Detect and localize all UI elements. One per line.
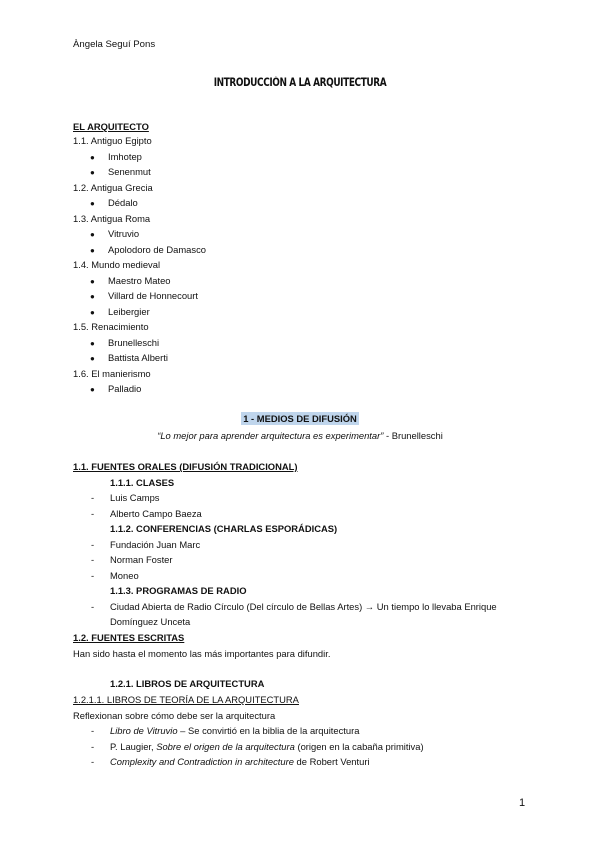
toc-item-label: Senenmut bbox=[108, 166, 151, 177]
toc-item-label: Leibergier bbox=[108, 305, 150, 317]
heading-fuentes-orales: 1.1. FUENTES ORALES (DIFUSIÓN TRADICIONAL) bbox=[73, 461, 298, 472]
list-item-clase-2: - Alberto Campo Baeza bbox=[91, 508, 202, 519]
heading-clases: 1.1.1. CLASES bbox=[110, 477, 175, 488]
toc-heading: EL ARQUITECTO bbox=[73, 121, 149, 132]
toc-item-label: 1.5. Renacimiento bbox=[73, 321, 149, 332]
bullet-icon: ● bbox=[90, 152, 95, 162]
heading-conferencias: 1.1.2. CONFERENCIAS (CHARLAS ESPORÁDICAS) bbox=[110, 523, 338, 534]
list-item-libro-3: - Complexity and Contradiction in architecture de Robert Venturi bbox=[91, 756, 370, 767]
toc-subitem bbox=[73, 273, 206, 289]
toc-subitem bbox=[73, 335, 206, 351]
bullet-icon: ● bbox=[90, 199, 95, 208]
toc-item-label: Battista Alberti bbox=[108, 352, 168, 363]
toc-subitem bbox=[73, 350, 206, 366]
heading-programas-radio: 1.1.3. PROGRAMAS DE RADIO bbox=[110, 585, 247, 596]
toc-subitem bbox=[73, 149, 206, 165]
quote-author: - Brunelleschi bbox=[383, 430, 443, 441]
toc-item-label: Maestro Mateo bbox=[108, 274, 171, 286]
heading-libros-teoria: 1.2.1.1. LIBROS DE TEORÍA DE LA ARQUITECTURA bbox=[73, 694, 299, 705]
paragraph-libros-teoria: Reflexionan sobre cómo debe ser la arquitectura bbox=[73, 710, 276, 721]
toc-item bbox=[73, 257, 206, 273]
bullet-icon: ● bbox=[90, 354, 95, 363]
section-quote bbox=[0, 431, 600, 440]
toc-item-label: 1.1. Antiguo Egipto bbox=[73, 135, 152, 146]
toc-item-label: Imhotep bbox=[108, 150, 142, 162]
toc-subitem bbox=[73, 242, 206, 258]
toc-item-label: Palladio bbox=[108, 383, 142, 394]
paragraph-fuentes-escritas: Han sido hasta el momento las más importantes para difundir. bbox=[73, 648, 331, 659]
bullet-icon: ● bbox=[90, 276, 95, 286]
toc-item-label: 1.4. Mundo medieval bbox=[73, 259, 161, 270]
toc-item-label: Apolodoro de Damasco bbox=[108, 243, 206, 255]
list-item-conferencia-3: - Moneo bbox=[91, 570, 139, 581]
toc-item-label: Villard de Honnecourt bbox=[108, 290, 198, 301]
toc-subitem bbox=[73, 164, 206, 180]
toc-item-label: 1.3. Antigua Roma bbox=[73, 212, 151, 224]
bullet-icon: ● bbox=[90, 168, 95, 177]
list-item-conferencia-1: - Fundación Juan Marc bbox=[91, 539, 201, 550]
bullet-icon: ● bbox=[90, 307, 95, 317]
list-item-radio: - Ciudad Abierta de Radio Círculo (Del círculo de Bellas Artes) → Un tiempo lo llevaba Enrique bbox=[91, 601, 497, 612]
section-title-text: 1 - MEDIOS DE DIFUSIÓN bbox=[243, 413, 357, 424]
heading-fuentes-escritas: 1.2. FUENTES ESCRITAS bbox=[73, 632, 185, 643]
bullet-icon: ● bbox=[90, 338, 95, 348]
list-item-conferencia-2: - Norman Foster bbox=[91, 554, 173, 565]
page-number: 1 bbox=[519, 797, 526, 809]
toc-list bbox=[73, 133, 206, 397]
toc-item bbox=[73, 211, 206, 227]
bullet-icon: ● bbox=[90, 245, 95, 255]
list-item-libro-2: - P. Laugier, Sobre el origen de la arquitectura (origen en la cabaña primitiva) bbox=[91, 741, 424, 752]
heading-libros-arquitectura: 1.2.1. LIBROS DE ARQUITECTURA bbox=[110, 678, 265, 689]
author-name: Àngela Seguí Pons bbox=[73, 39, 156, 50]
toc-item-label: Dédalo bbox=[108, 197, 138, 208]
toc-subitem bbox=[73, 381, 206, 397]
toc-item bbox=[73, 180, 206, 196]
section-title bbox=[0, 414, 600, 423]
list-item-libro-1: - Libro de Vitruvio – Se convirtió en la biblia de la arquitectura bbox=[91, 725, 360, 736]
toc-item-label: 1.2. Antigua Grecia bbox=[73, 181, 153, 193]
bullet-icon: ● bbox=[90, 230, 95, 239]
toc-subitem bbox=[73, 195, 206, 211]
toc-subitem bbox=[73, 288, 206, 304]
toc-subitem bbox=[73, 304, 206, 320]
toc-item-label: 1.6. El manierismo bbox=[73, 367, 151, 379]
document-title: INTRODUCCIÓN A LA ARQUITECTURA bbox=[213, 76, 387, 89]
toc-item-label: Brunelleschi bbox=[108, 336, 160, 348]
list-item-radio-continuation: Domínguez Unceta bbox=[110, 616, 191, 627]
toc-item bbox=[73, 133, 206, 149]
list-item-clase-1: - Luis Camps bbox=[91, 492, 160, 503]
bullet-icon: ● bbox=[90, 292, 95, 301]
quote-text: “Lo mejor para aprender arquitectura es experimentar” bbox=[157, 430, 384, 441]
toc-item-label: Vitruvio bbox=[108, 228, 140, 239]
toc-item bbox=[73, 319, 206, 335]
toc-subitem bbox=[73, 226, 206, 242]
toc-item bbox=[73, 366, 206, 382]
bullet-icon: ● bbox=[90, 385, 95, 394]
